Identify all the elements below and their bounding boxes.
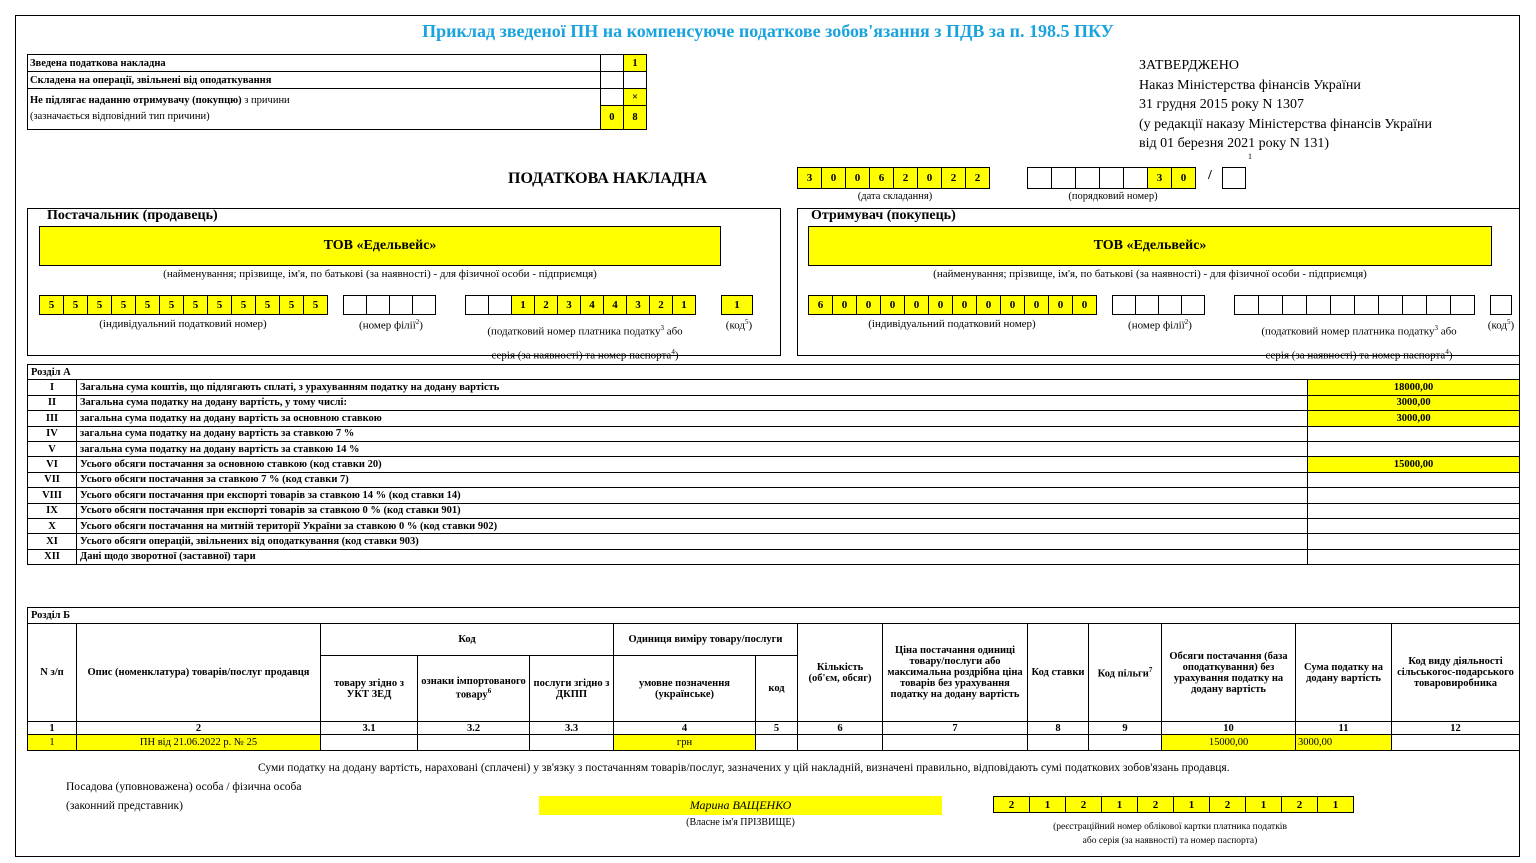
column-number: 5: [756, 722, 798, 735]
buyer-ipn-digit-7[interactable]: 0: [952, 295, 977, 315]
section-a-num: IV: [28, 426, 77, 441]
not-issued-mark[interactable]: ×: [623, 89, 646, 106]
buyer-taxnum-digit-6[interactable]: [1354, 295, 1379, 315]
supplier-taxnum-digit-2[interactable]: [488, 295, 512, 315]
section-a-num: II: [28, 395, 77, 410]
supplier-taxnum-digit-5[interactable]: 3: [557, 295, 581, 315]
page-title: Приклад зведеної ПН на компенсуюче податкове зобов'язання з ПДВ за п. 198.5 ПКУ: [422, 21, 1114, 41]
column-numbers-row: [28, 722, 1520, 735]
supplier-ipn-digit-2[interactable]: 5: [63, 295, 88, 315]
column-number: 3.2: [418, 722, 530, 735]
buyer-ipn-digit-10[interactable]: 0: [1024, 295, 1049, 315]
buyer-branch-digit-2[interactable]: [1135, 295, 1159, 315]
order-digit-6[interactable]: 3: [1147, 167, 1172, 189]
column-number: 7: [883, 722, 1028, 735]
buyer-taxnum-digit-5[interactable]: [1330, 295, 1355, 315]
buyer-ipn-caption: (індивідуальний податковий номер): [868, 318, 1036, 330]
table-row: [28, 549, 1520, 564]
section-a-num: VI: [28, 457, 77, 472]
supplier-branch-digit-1[interactable]: [343, 295, 367, 315]
buyer-taxnum-digit-9[interactable]: [1426, 295, 1451, 315]
buyer-name[interactable]: ТОВ «Едельвейс»: [808, 226, 1492, 266]
section-b-table: [27, 607, 1520, 751]
column-number: 4: [614, 722, 756, 735]
buyer-taxnum-digit-10[interactable]: [1450, 295, 1475, 315]
header-volume: Обсяги постачання (база оподаткування) без урахування податку на додану вартість: [1162, 624, 1296, 722]
supplier-ipn-digit-8[interactable]: 5: [207, 295, 232, 315]
section-a-value[interactable]: [1308, 503, 1520, 518]
date-digit-1[interactable]: 3: [797, 167, 822, 189]
supplier-branch-digits: [343, 295, 436, 315]
section-a-value[interactable]: [1308, 534, 1520, 549]
registration-digit-7[interactable]: 2: [1209, 796, 1246, 813]
registration-digit-6[interactable]: 1: [1173, 796, 1210, 813]
order-digit-5[interactable]: [1123, 167, 1148, 189]
consolidated-value[interactable]: 1: [623, 55, 646, 72]
section-a-value[interactable]: 15000,00: [1308, 457, 1520, 472]
buyer-taxnum-digit-7[interactable]: [1378, 295, 1403, 315]
order-digit-1[interactable]: [1027, 167, 1052, 189]
exempt-label: Складена на операції, звільнені від оподаткування: [28, 72, 601, 89]
section-a-label: Усього обсяги постачання при експорті товарів за ставкою 0 % (код ставки 901): [77, 503, 1308, 518]
order-digit-7[interactable]: 0: [1171, 167, 1196, 189]
supplier-ipn-digit-3[interactable]: 5: [87, 295, 112, 315]
order-digit-4[interactable]: [1099, 167, 1124, 189]
supplier-taxnum-digit-8[interactable]: 3: [626, 295, 650, 315]
section-a-num: VIII: [28, 488, 77, 503]
supplier-taxnum-digit-6[interactable]: 4: [580, 295, 604, 315]
section-a-value[interactable]: [1308, 441, 1520, 456]
supplier-taxnum-digit-7[interactable]: 4: [603, 295, 627, 315]
header-code-dkpp: послуги згідно з ДКПП: [530, 656, 614, 722]
header-unit: Одиниця виміру товару/послуги: [614, 624, 798, 656]
section-a-num: III: [28, 411, 77, 426]
section-a-num: XI: [28, 534, 77, 549]
supplier-branch-caption: (номер філії$^2$): [359, 318, 423, 332]
supplier-ipn-digit-5[interactable]: 5: [135, 295, 160, 315]
date-digit-2[interactable]: 0: [821, 167, 846, 189]
header-code: Код: [321, 624, 614, 656]
supplier-taxnum-digit-10[interactable]: 1: [672, 295, 696, 315]
buyer-ipn-digit-6[interactable]: 0: [928, 295, 953, 315]
registration-digit-2[interactable]: 1: [1029, 796, 1066, 813]
buyer-taxnum-digit-8[interactable]: [1402, 295, 1427, 315]
date-digit-8[interactable]: 2: [965, 167, 990, 189]
table-row: [28, 472, 1520, 487]
buyer-branch-caption: (номер філії$^2$): [1128, 318, 1192, 332]
buyer-taxnum-digit-2[interactable]: [1258, 295, 1283, 315]
supplier-branch-digit-3[interactable]: [389, 295, 413, 315]
supplier-title: Постачальник (продавець): [47, 208, 218, 223]
section-a-label: Загальна сума коштів, що підлягають сплаті, з урахуванням податку на додану вартість: [77, 380, 1308, 395]
section-a-value[interactable]: [1308, 426, 1520, 441]
buyer-ipn-digit-2[interactable]: 0: [832, 295, 857, 315]
order-suffix-box[interactable]: [1222, 167, 1246, 189]
reason-code-2[interactable]: 8: [623, 106, 646, 130]
section-a-label: загальна сума податку на додану вартість за основною ставкою: [77, 411, 1308, 426]
header-code-import: ознаки імпортованого товару$^6$: [418, 656, 530, 722]
buyer-ipn-digit-11[interactable]: 0: [1048, 295, 1073, 315]
reason-code-1[interactable]: 0: [600, 106, 623, 130]
document-title: ПОДАТКОВА НАКЛАДНА: [508, 170, 707, 187]
date-digits: [797, 167, 990, 189]
registration-digit-5[interactable]: 2: [1137, 796, 1174, 813]
buyer-branch-digit-4[interactable]: [1181, 295, 1205, 315]
buyer-taxnum-caption: (податковий номер платника податку$^3$ або серія (за наявності) та номер паспорта$^4$): [1261, 324, 1457, 362]
supplier-taxnum-digit-4[interactable]: 2: [534, 295, 558, 315]
official-label-1: Посадова (уповноважена) особа / фізична особа: [66, 781, 302, 793]
supplier-taxnum-digits: [465, 295, 696, 315]
supplier-ipn-caption: (індивідуальний податковий номер): [99, 318, 267, 330]
section-a-label: Усього обсяги постачання за ставкою 7 % (код ставки 7): [77, 472, 1308, 487]
consolidated-label: Зведена податкова накладна: [28, 55, 601, 72]
section-a-title: Розділ А: [28, 365, 1520, 380]
header-desc: Опис (номенклатура) товарів/послуг продавця: [77, 624, 321, 722]
column-number: 12: [1392, 722, 1520, 735]
buyer-code[interactable]: [1490, 295, 1512, 315]
approval-block: ЗАТВЕРДЖЕНО Наказ Міністерства фінансів України 31 грудня 2015 року N 1307 (у редакції наказу Міністерства фінансів України від 01 березня 2021 року N 131): [1139, 58, 1433, 151]
section-a-label: Усього обсяги постачання при експорті товарів за ставкою 14 % (код ставки 14): [77, 488, 1308, 503]
header-price: Ціна постачання одиниці товару/послуги або максимальна роздрібна ціна товарів без урахування податку на додану вартість: [883, 624, 1028, 722]
date-digit-7[interactable]: 2: [941, 167, 966, 189]
buyer-code-caption: (код$^5$): [1487, 318, 1515, 332]
section-a-label: Дані щодо зворотної (заставної) тари: [77, 549, 1308, 564]
column-number: 1: [28, 722, 77, 735]
table-row: [28, 735, 1520, 751]
header-unit-symbol: умовне позначення (українське): [614, 656, 756, 722]
column-number: 2: [77, 722, 321, 735]
invoice-type-table: [27, 54, 647, 130]
registration-digit-9[interactable]: 2: [1281, 796, 1318, 813]
table-row: [28, 426, 1520, 441]
date-caption: (дата складання): [857, 191, 933, 202]
table-row: [28, 380, 1520, 395]
section-a-value[interactable]: 3000,00: [1308, 411, 1520, 426]
footnote-1: 1: [1248, 152, 1252, 161]
column-number: 6: [798, 722, 883, 735]
supplier-ipn-digit-1[interactable]: 5: [39, 295, 64, 315]
table-row: [28, 395, 1520, 410]
section-a-value[interactable]: 3000,00: [1308, 395, 1520, 410]
buyer-ipn-digits: [808, 295, 1097, 315]
registration-digit-4[interactable]: 1: [1101, 796, 1138, 813]
registration-digit-10[interactable]: 1: [1317, 796, 1354, 813]
section-a-label: Загальна сума податку на додану вартість, у тому числі:: [77, 395, 1308, 410]
section-a-num: X: [28, 518, 77, 533]
buyer-ipn-digit-4[interactable]: 0: [880, 295, 905, 315]
order-digit-2[interactable]: [1051, 167, 1076, 189]
column-number: 3.1: [321, 722, 418, 735]
section-a-num: I: [28, 380, 77, 395]
buyer-ipn-digit-5[interactable]: 0: [904, 295, 929, 315]
order-digit-3[interactable]: [1075, 167, 1100, 189]
table-row: [28, 518, 1520, 533]
section-a-value[interactable]: 18000,00: [1308, 380, 1520, 395]
buyer-taxnum-digits: [1234, 295, 1475, 315]
signer-caption: (Власне ім'я ПРІЗВИЩЕ): [686, 817, 795, 828]
supplier-code-caption: (код$^5$): [725, 318, 753, 332]
not-issued-label: Не підлягає наданню отримувачу (покупцю) з причини (зазначається відповідний тип причини): [28, 89, 601, 130]
column-number: 10: [1162, 722, 1296, 735]
section-a-label: загальна сума податку на додану вартість за ставкою 14 %: [77, 441, 1308, 456]
supplier-ipn-digit-7[interactable]: 5: [183, 295, 208, 315]
table-row: [28, 503, 1520, 518]
section-a-num: XII: [28, 549, 77, 564]
signer-name[interactable]: Марина ВАЩЕНКО: [539, 796, 942, 815]
section-a-value[interactable]: [1308, 472, 1520, 487]
supplier-ipn-digits: [39, 295, 328, 315]
registration-digit-3[interactable]: 2: [1065, 796, 1102, 813]
buyer-ipn-digit-8[interactable]: 0: [976, 295, 1001, 315]
supplier-ipn-digit-11[interactable]: 5: [279, 295, 304, 315]
supplier-ipn-digit-9[interactable]: 5: [231, 295, 256, 315]
buyer-taxnum-digit-3[interactable]: [1282, 295, 1307, 315]
supplier-taxnum-digit-9[interactable]: 2: [649, 295, 673, 315]
order-digits: [1027, 167, 1196, 189]
table-row: [28, 411, 1520, 426]
supplier-taxnum-caption: (податковий номер платника податку$^3$ або серія (за наявності) та номер паспорта$^4$): [487, 324, 683, 362]
order-caption: (порядковий номер): [1068, 191, 1158, 202]
section-a-value[interactable]: [1308, 488, 1520, 503]
header-num: N з/п: [28, 624, 77, 722]
section-a-value[interactable]: [1308, 549, 1520, 564]
buyer-branch-digit-3[interactable]: [1158, 295, 1182, 315]
registration-digit-8[interactable]: 1: [1245, 796, 1282, 813]
supplier-branch-digit-4[interactable]: [412, 295, 436, 315]
official-label-2: (законний представник): [66, 800, 183, 812]
header-code-uktzed: товару згідно з УКТ ЗЕД: [321, 656, 418, 722]
section-a-table: [27, 364, 1520, 565]
header-qty: Кількість (об'єм, обсяг): [798, 624, 883, 722]
column-number: 9: [1089, 722, 1162, 735]
buyer-ipn-digit-1[interactable]: 6: [808, 295, 833, 315]
row-desc[interactable]: ПН від 21.06.2022 р. № 25: [77, 735, 321, 751]
supplier-name-caption: (найменування; прізвище, ім'я, по батькові (за наявності) - для фізичної особи - підприємця): [163, 268, 597, 280]
column-number: 11: [1296, 722, 1392, 735]
section-a-label: Усього обсяги постачання на митній території України за ставкою 0 % (код ставки 902): [77, 518, 1308, 533]
buyer-taxnum-digit-4[interactable]: [1306, 295, 1331, 315]
section-a-label: Усього обсяги операцій, звільнених від оподаткування (код ставки 903): [77, 534, 1308, 549]
registration-digit-1[interactable]: 2: [993, 796, 1030, 813]
date-digit-5[interactable]: 2: [893, 167, 918, 189]
buyer-title: Отримувач (покупець): [811, 208, 956, 223]
supplier-branch-digit-2[interactable]: [366, 295, 390, 315]
row-num[interactable]: 1: [28, 735, 77, 751]
column-number: 8: [1028, 722, 1089, 735]
table-row: [28, 534, 1520, 549]
buyer-ipn-digit-9[interactable]: 0: [1000, 295, 1025, 315]
buyer-ipn-digit-12[interactable]: 0: [1072, 295, 1097, 315]
registration-digits: [993, 796, 1354, 813]
supplier-taxnum-digit-1[interactable]: [465, 295, 489, 315]
buyer-name-caption: (найменування; прізвище, ім'я, по батькові (за наявності) - для фізичної особи - підприємця): [933, 268, 1367, 280]
section-a-num: V: [28, 441, 77, 456]
buyer-ipn-digit-3[interactable]: 0: [856, 295, 881, 315]
supplier-ipn-digit-4[interactable]: 5: [111, 295, 136, 315]
registration-caption: (реєстраційний номер облікової картки платника податків або серія (за наявності) та номер паспорта): [1053, 822, 1287, 846]
header-rate: Код ставки: [1028, 624, 1089, 722]
row-volume[interactable]: 15000,00: [1162, 735, 1296, 751]
date-digit-3[interactable]: 0: [845, 167, 870, 189]
table-row: [28, 441, 1520, 456]
section-a-label: загальна сума податку на додану вартість за ставкою 7 %: [77, 426, 1308, 441]
supplier-code[interactable]: 1: [721, 295, 753, 315]
header-benefit: Код пільги$^7$: [1089, 624, 1162, 722]
header-vat: Сума податку на додану вартість: [1296, 624, 1392, 722]
supplier-ipn-digit-6[interactable]: 5: [159, 295, 184, 315]
exempt-value[interactable]: [623, 72, 646, 89]
date-digit-6[interactable]: 0: [917, 167, 942, 189]
buyer-branch-digit-1[interactable]: [1112, 295, 1136, 315]
section-b-title: Розділ Б: [28, 608, 1520, 624]
supplier-ipn-digit-12[interactable]: 5: [303, 295, 328, 315]
table-row: [28, 488, 1520, 503]
section-a-num: VII: [28, 472, 77, 487]
section-a-num: IX: [28, 503, 77, 518]
section-a-value[interactable]: [1308, 518, 1520, 533]
supplier-ipn-digit-10[interactable]: 5: [255, 295, 280, 315]
table-row: [28, 457, 1520, 472]
order-slash: /: [1208, 168, 1212, 183]
supplier-name[interactable]: ТОВ «Едельвейс»: [39, 226, 721, 266]
date-digit-4[interactable]: 6: [869, 167, 894, 189]
buyer-branch-digits: [1112, 295, 1205, 315]
column-number: 3.3: [530, 722, 614, 735]
buyer-taxnum-digit-1[interactable]: [1234, 295, 1259, 315]
footer-statement: Суми податку на додану вартість, нараховані (сплачені) у зв'язку з постачанням товарів/послуг, зазначених у цій накладній, визначені правильно, відповідають сумі податкових зобов'язань продавця.: [258, 762, 1230, 774]
section-a-label: Усього обсяги постачання за основною ставкою (код ставки 20): [77, 457, 1308, 472]
supplier-taxnum-digit-3[interactable]: 1: [511, 295, 535, 315]
row-vat[interactable]: 3000,00: [1296, 735, 1392, 751]
header-unit-code: код: [756, 656, 798, 722]
row-unit[interactable]: грн: [614, 735, 756, 751]
header-agri: Код виду діяльності сільськогос-подарського товаровиробника: [1392, 624, 1520, 722]
